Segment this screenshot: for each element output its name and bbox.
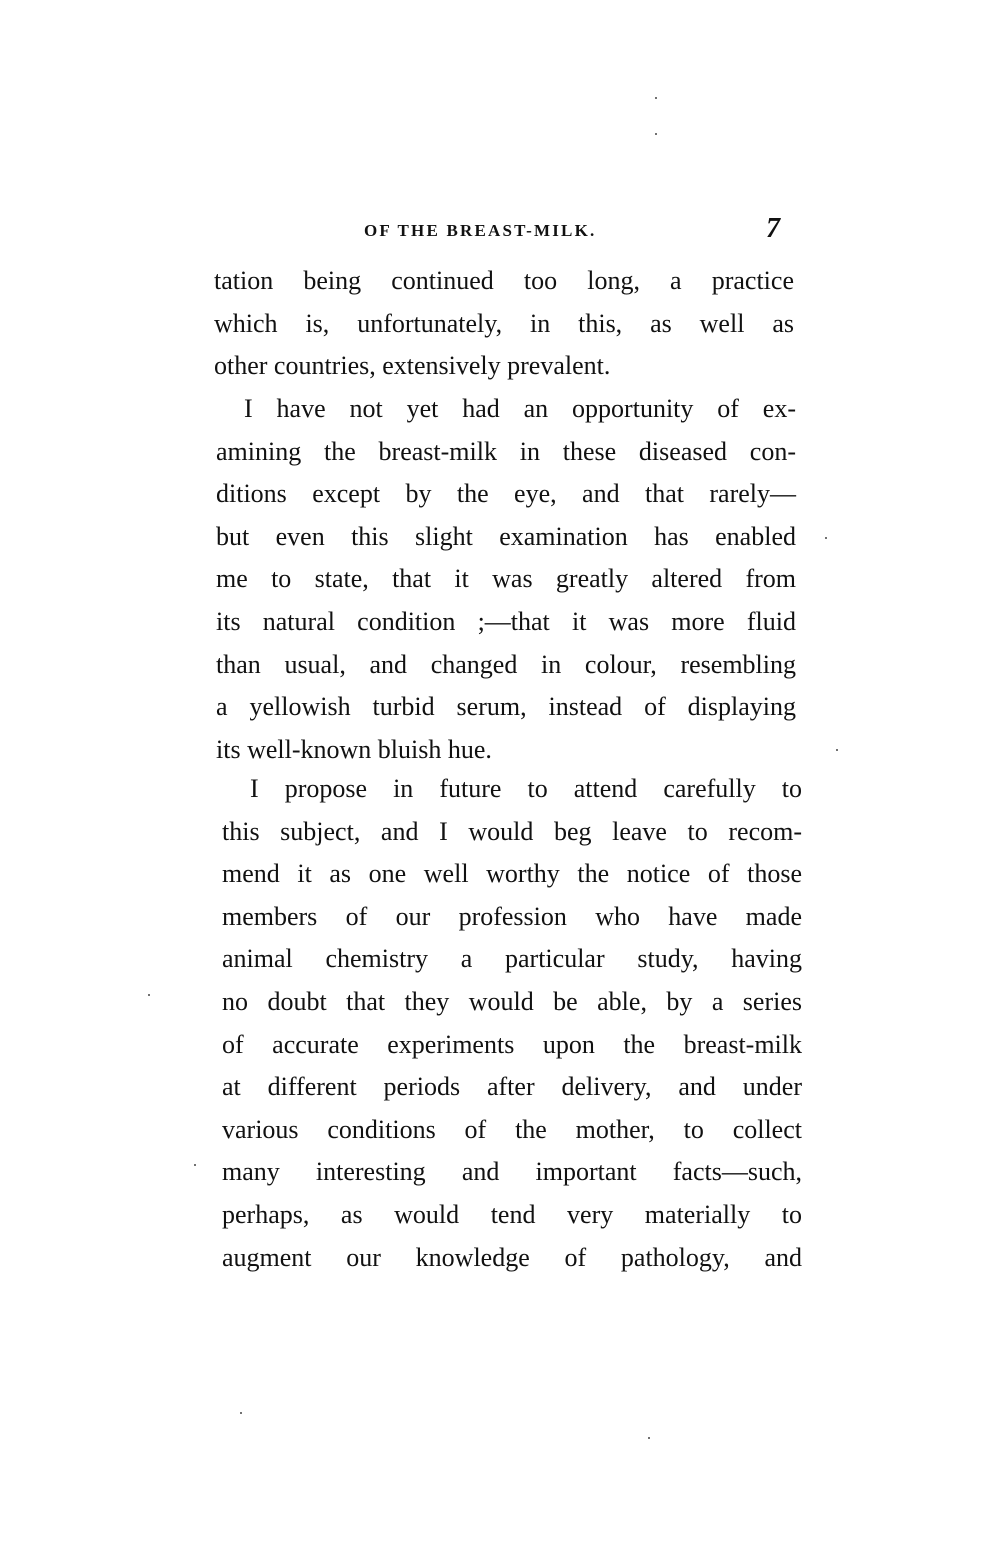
text-line: I propose in future to attend carefully to [250,774,802,803]
page-header [356,213,786,247]
text-line: than usual, and changed in colour, resembling [216,649,796,679]
text-line: I have not yet had an opportunity of ex- [244,394,796,423]
scan-speck [655,97,657,99]
text-line: amining the breast-milk in these diseased con- [216,436,796,466]
text-line: which is, unfortunately, in this, as well as [214,308,794,338]
text-line: its natural condition ;—that it was more fluid [216,606,796,636]
scan-speck [825,537,827,539]
text-line: mend it as one well worthy the notice of those [222,859,802,889]
paragraph-2 [216,388,796,771]
text-line: augment our knowledge of pathology, and [222,1242,802,1272]
text-line: no doubt that they would be able, by a series [222,986,802,1016]
text-line: members of our profession who have made [222,901,802,931]
text-line: ditions except by the eye, and that rarely— [216,479,796,509]
scan-speck [648,1437,650,1439]
page-number: 7 [766,213,780,244]
running-head: OF THE BREAST-MILK. [364,221,597,240]
paragraph-3 [222,768,802,1279]
text-line: perhaps, as would tend very materially to [222,1199,802,1229]
text-line: but even this slight examination has enabled [216,521,796,551]
paragraph-1 [214,260,794,388]
text-line: its well-known bluish hue. [216,734,492,764]
scan-speck [655,133,657,135]
text-line: other countries, extensively prevalent. [214,351,611,381]
text-line: at different periods after delivery, and under [222,1072,802,1102]
text-line: of accurate experiments upon the breast-milk [222,1029,802,1059]
text-line: various conditions of the mother, to collect [222,1114,802,1144]
text-line: many interesting and important facts—such, [222,1157,802,1187]
text-line: animal chemistry a particular study, having [222,944,802,974]
text-line: this subject, and I would beg leave to recom- [222,816,802,846]
scan-speck [148,994,150,996]
text-line: me to state, that it was greatly altered from [216,564,796,594]
text-line: tation being continued too long, a practice [214,266,794,295]
scan-speck [240,1412,242,1414]
scan-speck [194,1164,196,1166]
text-line: a yellowish turbid serum, instead of displaying [216,692,796,722]
scan-speck [836,749,838,751]
